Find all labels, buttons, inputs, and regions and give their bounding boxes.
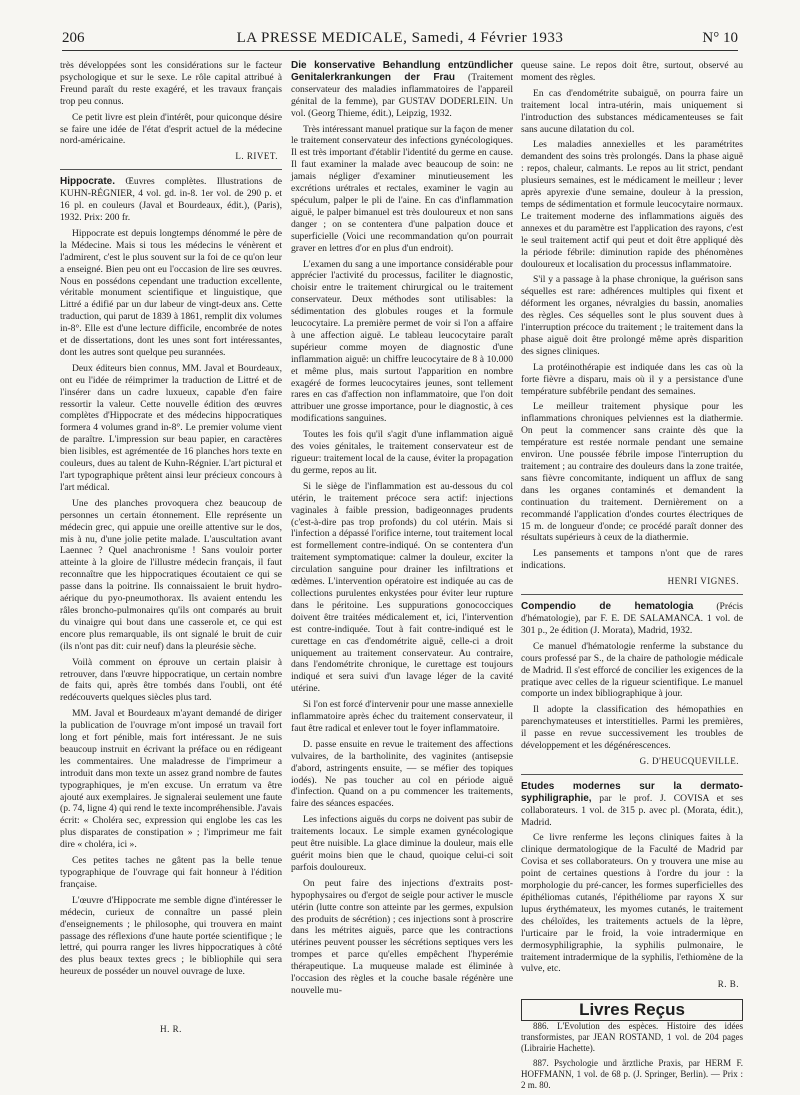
paragraph: Très intéressant manuel pratique sur la façon de mener le traitement conservateur des infections gynécologiques. Il est très important d'établir l'identité du germe en cause. Il faut examiner la malade avec beaucoup de soin: ne jamais négliger d'examiner minutieusement les excrétions urétrales et rectales, examiner le vagin au spéculum, palper le pli de l'aine. En cas d'inflammation aiguë, le palper bimanuel est très douloureux et non sans danger ; on se contentera d'une palpation douce et superficielle (Voici une recommandation qu'on pourrait graver en lettres d'or en plus d'un endroit). (291, 123, 513, 254)
paragraph: MM. Javal et Bourdeaux m'ayant demandé de diriger la publication de l'ouvrage m'ont imposé un travail fort long et fort pénible, mais fort intéressant. Je ne suis beaucoup instruit en écrivant la préface ou en rédigeant les commentaires. Une maladresse de l'imprimeur a introduit dans mon texte un assez grand nombre de fautes typographiques, je m'en excuse. Un erratum va être ajouté aux exemplaires. Je signalerai seulement une faute (p. 74, ligne 4) qui rend le texte incompréhensible. J'avais écrit: « Choléra sec, expression qui englobe les cas les plus disparates de constipation » ; l'imprimeur me fait dire « choléra, ici ». (60, 708, 282, 851)
page-number: 206 (62, 30, 85, 46)
paragraph: Ce petit livre est plein d'intérêt, pour quiconque désire se faire une idée de l'état d'esprit actuel de la médecine nord-américaine. (60, 111, 282, 147)
paragraph: Si le siège de l'inflammation est au-dessous du col utérin, le traitement précoce sera actif: injections vaginales à faible pression, badigeonnages prudents (c'est-à-dire pas trop profonds) du col utérin. Mais si l'infection a dépassé l'orifice interne, tout traitement local est formellement contre-indiqué. On se contentera d'un traitement symptomatique: calmer la douleur, exciter la circulation sanguine pour drainer les infiltrations et œdèmes. L'intervention opératoire est indiquée au cas de collections purulentes enkystées pour éviter leur rupture dans le péritoine. Les suppurations gonococciques doivent être traitées médicalement et, ici, l'intervention est contre-indiquée. Tout à fait contre-indiqué est le curettage en cas d'endométrite aiguë, celle-ci a droit uniquement au traitement conservateur. Au contraire, dans l'endométrite chronique, le curettage est toujours indiqué et sera suivi d'un lavage léger de la cavité utérine. (291, 480, 513, 695)
journal-title: LA PRESSE MEDICALE, Samedi, 4 Février 1933 (236, 30, 564, 46)
signature: G. D'HEUCQUEVILLE. (639, 755, 739, 766)
paragraph: Toutes les fois qu'il s'agit d'une inflammation aiguë des voies génitales, le traitement conservateur est de rigueur: traitement local de la cause, éviter la propagation du germe, repos au lit. (291, 429, 513, 476)
paragraph: très développées sont les considérations sur le facteur psychologique et sur le sexe. Le rôle capital attribué à Freund paraît du reste exagéré, et les travaux français trop peu connus. (60, 60, 282, 107)
paragraph: Il adopte la classification des hémopathies en parenchymateuses et interstitielles. Parmi les premières, il passe en revue successivement les troubles de développement et les dégénérescences. (521, 704, 743, 752)
signature: HENRI VIGNES. (667, 576, 739, 587)
paragraph: Une des planches provoquera chez beaucoup de personnes un certain étonnement. Elle représente un médecin grec, qui appuie une oreille attentive sur le dos, mis à nu, d'une jolie petite malade. L'auscultation avant Laennec ? Quel anachronisme ! Sans vouloir porter atteinte à la gloire de l'illustre médecin français, il faut reconnaître que les hippocratiques écoutaient ce qui se passe dans la poitrine. Ils connaissaient le bruit hydro-aérique du pyo-pneumothorax. Ils avaient entendu les râles broncho-pulmonaires qu'ils ont comparés au bruit du vinaigre qui bout dans une casserole et, ce qui est encore plus remarquable, ils ont signalé le bruit de cuir (ils n'ont pas dit: cuir neuf) dans la pleurésie sèche. (60, 497, 282, 652)
signature: R. B. (717, 979, 739, 990)
review-heading (521, 601, 743, 637)
paragraph: Le meilleur traitement physique pour les inflammations chroniques pelviennes est la diathermie. On peut la commencer sans crainte dès que la température est restée normale pendant une semaine environ. Une poussée fébrile impose l'interruption du traitement ; au contraire des douleurs dans la zone traitée, sans fièvre concomitante, indiquent un afflux de sang dans les organes contaminés et demandent la continuation du traitement. Dernièrement on a recommandé l'application d'ondes courtes électriques de 15 m. de longueur d'onde; ce procédé paraît donner des résultats supérieurs à ceux de la diathermie. (521, 401, 743, 544)
paragraph: Voilà comment on éprouve un certain plaisir à retrouver, dans l'œuvre hippocratique, un certain nombre de faits qui, après être tombés dans l'oubli, ont été redécouverts quelques siècles plus tard. (60, 656, 282, 704)
review-heading (291, 60, 513, 120)
paragraph: Les maladies annexielles et les paramétrites demandent des soins très prolongés. Dans la phase aiguë : repos, chaleur, calmants. Le repos au lit strict, pendant plusieurs semaines, est le médicament le meilleur ; lever après apyrexie d'une semaine, douleur à la pression, temps de sédimentation et formule leucocytaire normaux. Le traitement moderne des inflammations aiguës des annexes et du paramètre est l'application des rayons, c'est le seul traitement actif qui peut et doit être appliqué dès la période fébrile: diminution rapide des phénomènes douloureux et localisation du processus inflammatoire. (521, 139, 743, 270)
divider (60, 169, 282, 170)
book-entry: 886. L'Evolution des espèces. Histoire des idées transformistes, par JEAN ROSTAND, 1 vol. de 204 pages (Librairie Hachette). (521, 1021, 743, 1054)
paragraph: D. passe ensuite en revue le traitement des affections vulvaires, de la bartholinite, des vaginites (antisepsie d'abord, astringents ensuite, — se méfier des topiques iodés). Ne pas toucher au col en période aiguë d'infection. Quand on a pu commencer les traitements, faire des séances espacées. (291, 738, 513, 810)
paragraph: Les pansements et tampons n'ont que de rares indications. (521, 548, 743, 572)
review-reference: par le prof. J. COVISA et ses collaborateurs. 1 vol. de 315 p. avec pl. (Morata, édit.), Madrid. (521, 792, 743, 828)
paragraph: Ces petites taches ne gâtent pas la belle tenue typographique de l'ouvrage qui fait honneur à l'édition française. (60, 855, 282, 890)
paragraph: Deux éditeurs bien connus, MM. Javal et Bourdeaux, ont eu l'idée de réimprimer la traduction de Littré et de l'insérer dans un cadre luxueux, capable d'en faire ressortir la valeur. Cette nouvelle édition des œuvres complètes d'Hippocrate et des médecins hippocratiques formera 4 volumes grand in-8°. Le premier volume vient de paraître. L'impression sur beau papier, en caractères bien lisibles, est agrémentée de 16 planches hors texte en couleurs, dues au talent de Kuhn-Régnier. L'art pictural et l'art typographique prêtent ainsi leur précieux concours à l'art médical. (60, 362, 282, 493)
issue-number: N° 10 (702, 30, 738, 46)
divider (521, 594, 743, 595)
paragraph: Ce livre renferme les leçons cliniques faites à la clinique dermatologique de la Faculté de Madrid par Covisa et ses collaborateurs. On y trouvera une mise au point de certaines questions à l'ordre du jour : la morphologie du pré-cancer, les formes superficielles des épithéliomas cutanés, l'épithéliome par rayons X sur lupus érythémateux, les myomes cutanés, le traitement des chéloïdes, les traitements actuels de la lèpre, l'urticaire par le froid, la voie intradermique en dermosyphiligraphie, la syphilis pulmonaire, le traitement intradermique de la syphilis, l'ethiomène de la vulve, etc. (521, 832, 743, 975)
review-reference: (Traitement conservateur des maladies inflammatoires de l'appareil génital de la femme), par GUSTAV DODERLEIN. Un vol. (Georg Thieme, édit.), Leipzig, 1932. (291, 71, 513, 119)
review-title: Compendio de hematologia (521, 601, 694, 613)
paragraph: Ce manuel d'hématologie renferme la substance du cours professé par S., de la chaire de pathologie médicale de Madrid. Il s'est efforcé de concilier les exigences de la pratique avec celles de la rigueur scientifique. Le manuel comporte un index bibliographique à jour. (521, 640, 743, 700)
column-1 (60, 60, 282, 982)
review-title: Etudes modernes sur la dermato-syphiligraphie, (521, 780, 743, 804)
paragraph: Si l'on est forcé d'intervenir pour une masse annexielle inflammatoire après échec du traitement conservateur, il faut être radical et enlever tout le foyer inflammatoire. (291, 699, 513, 734)
column-2 (291, 60, 513, 1001)
column-3 (521, 60, 743, 1095)
page-header (62, 30, 738, 51)
signature: H. R. (160, 1024, 182, 1034)
paragraph: S'il y a passage à la phase chronique, la guérison sans séquelles est rare: adhérences multiples qui fixent et déforment les organes, névralgies du bassin, anomalies des règles. Ces séquelles sont le plus souvent dues à l'interruption précoce du traitement ; le traitement dans la phase aiguë doit être prolongé même après disparition des signes cliniques. (521, 274, 743, 357)
books-received-heading: Livres Reçus (521, 999, 743, 1021)
book-entry: 887. Psychologie und ärztliche Praxis, par HERM F. HOFFMANN, 1 vol. de 68 p. (J. Springer, Berlin). — Prix : 2 m. 80. (521, 1058, 743, 1091)
paragraph: queuse saine. Le repos doit être, surtout, observé au moment des règles. (521, 60, 743, 83)
review-reference: Œuvres complètes. Illustrations de KUHN-RÉGNIER, 4 vol. gd. in-8. 1er vol. de 290 p. et 16 pl. en couleurs (Javal et Bourdeaux, édit.), (Paris), 1932. Prix: 200 fr. (60, 176, 282, 223)
paragraph: La protéinothérapie est indiquée dans les cas où la forte fièvre a disparu, mais où il y a persistance d'une température subfébrile pendant des semaines. (521, 361, 743, 397)
paragraph: L'examen du sang a une importance considérable pour apprécier l'activité du processus, faciliter le diagnostic, choisir entre le traitement chirurgical ou le traitement conservateur. Deux méthodes sont utilisables: la sédimentation des globules rouges et la formule leucocytaire. La première permet de voir si l'on a affaire à une affection aiguë. Le tableau leucocytaire paraît supérieur comme moyen de diagnostic d'une inflammation aiguë: un chiffre leucocytaire de 8 à 10.000 et même plus, mais surtout l'apparition en nombre exagéré de formes leucocytaires jeunes, sont tellement rares en cas d'affection non inflammatoire, que l'on doit attribuer une grosse importance, pour le diagnostic, à ces modifications sanguines. (291, 258, 513, 425)
paragraph: L'œuvre d'Hippocrate me semble digne d'intéresser le médecin, curieux de connaître un passé plein d'enseignements ; le philosophe, qui trouvera en maint passage des réflexions d'une haute portée scientifique ; le lettré, qui pourra ranger les livres hippocratiques à côté des plus beaux textes grecs ; le bibliophile qui sera heureux de posséder un nouvel ouvrage de luxe. (60, 894, 282, 978)
review-title: Hippocrate. (60, 176, 116, 188)
divider (521, 774, 743, 775)
paragraph: Les infections aiguës du corps ne doivent pas subir de traitements locaux. Le simple examen gynécologique peut être nuisible. La glace diminue la douleur, mais elle guérit moins bien que le chaud, quoique celui-ci soit parfois douloureux. (291, 814, 513, 873)
paragraph: On peut faire des injections d'extraits post-hypophysaires ou d'ergot de seigle pour activer le muscle utérin (lutte contre son atteinte par les germes, expulsion des produits de sécrétion) ; ces injections sont à proscrire dans les métrites aiguës, parce que les contractions utérines peuvent pousser les sécrétions septiques vers les trompes et parce qu'elles empêchent l'hyperémie thérapeutique. La muqueuse malade est éliminée à l'occasion des règles et la couche basale régénère une nouvelle mu- (291, 877, 513, 996)
review-title: Die konservative Behandlung entzündlicher Genitalerkrankungen der Frau (291, 60, 513, 83)
review-reference: (Précis d'hématologie), par F. E. DE SALAMANCA. 1 vol. de 301 p., 2e édition (J. Morata), Madrid, 1932. (521, 601, 743, 636)
review-heading (60, 176, 282, 224)
paragraph: En cas d'endométrite subaiguë, on pourra faire un traitement local intra-utérin, mais uniquement si l'introduction des substances médicamenteuses se fait sans aucune dilatation du col. (521, 87, 743, 135)
paragraph: Hippocrate est depuis longtemps dénommé le père de la Médecine. Mais si tous les médecins le vénèrent et l'admirent, c'est le plus souvent sur la foi de ce qu'on leur a enseigné. Bien peu ont eu l'occasion de lire ses œuvres. Nous en possédons cependant une traduction excellente, véritable monument scientifique et linguistique, que Littré a édifié par un dur labeur de vingt-deux ans. Cette traduction, qui parut de 1839 à 1861, remplit dix volumes in-8°. Elle est d'une lecture difficile, encombrée de notes et de dissertations, dont les unes sont fort intéressantes, dont les autres sont quelque peu surannées. (60, 227, 282, 358)
signature: L. RIVET. (235, 151, 278, 162)
review-heading (521, 781, 743, 829)
